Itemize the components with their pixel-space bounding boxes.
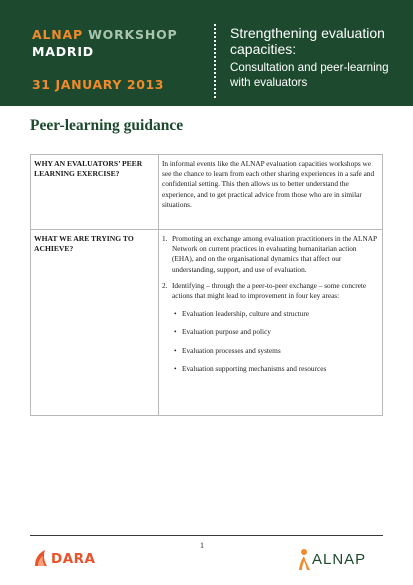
event-title-block bbox=[230, 25, 408, 90]
alnap-logo-text: ALNAP bbox=[312, 551, 367, 568]
bullet-text: Evaluation supporting mechanisms and resources bbox=[182, 363, 327, 373]
item-number: 1. bbox=[162, 234, 168, 243]
event-date: 31 JANUARY 2013 bbox=[32, 77, 165, 92]
item-number: 2. bbox=[162, 280, 168, 290]
dara-emblem-icon bbox=[33, 548, 49, 568]
page-number: 1 bbox=[200, 541, 204, 550]
item-text: Promoting an exchange among evaluation practitioners in the ALNAP Network on current practices in evaluating humanitarian action (EHA), and on the organisational dynamics that affect our understanding, support, and use of evaluation. bbox=[172, 234, 377, 274]
bullet-item bbox=[162, 364, 379, 374]
list-item bbox=[162, 281, 379, 301]
org-name: ALNAP bbox=[32, 27, 83, 42]
event-title: Strengthening evaluation capacities: bbox=[230, 25, 385, 57]
table-row bbox=[31, 230, 383, 416]
bullet-item bbox=[162, 327, 379, 337]
bullet-item bbox=[162, 346, 379, 356]
footer-rule bbox=[30, 535, 383, 536]
event-line bbox=[32, 27, 177, 43]
event-type: WORKSHOP bbox=[88, 27, 178, 42]
dotted-divider bbox=[214, 24, 216, 98]
table-row bbox=[31, 155, 383, 230]
bullet-text: Evaluation purpose and policy bbox=[182, 327, 271, 337]
guidance-table bbox=[30, 154, 383, 416]
item-text: Identifying – through the a peer-to-peer exchange – some concrete actions that might lead to improvement in four key areas: bbox=[172, 280, 367, 301]
event-subtitle: Consultation and peer-learning with evaluators bbox=[230, 61, 389, 89]
bullet-icon: • bbox=[174, 327, 177, 337]
row-text: In informal events like the ALNAP evaluation capacities workshops we see the chance to learn from each other sharing experiences in a safe and confidential setting. This then allows us to better understand the experience, and to get practical advice from those who are in similar situations. bbox=[159, 155, 383, 230]
bullet-item bbox=[162, 309, 379, 319]
row-content bbox=[159, 230, 383, 416]
bullet-icon: • bbox=[174, 309, 177, 319]
event-name bbox=[32, 27, 177, 60]
dara-logo-text: DARA bbox=[51, 551, 96, 567]
bullet-text: Evaluation processes and systems bbox=[182, 345, 281, 355]
row-label: WHAT WE ARE TRYING TO ACHIEVE? bbox=[31, 230, 159, 416]
page-title: Peer-learning guidance bbox=[30, 117, 184, 134]
header-banner bbox=[0, 0, 413, 106]
row-label: WHY AN EVALUATORS’ PEER LEARNING EXERCISE? bbox=[31, 155, 159, 230]
bullet-text: Evaluation leadership, culture and structure bbox=[182, 309, 310, 319]
bullet-icon: • bbox=[174, 345, 177, 355]
list-item bbox=[162, 234, 379, 275]
bullet-icon: • bbox=[174, 363, 177, 373]
event-city: MADRID bbox=[32, 44, 94, 59]
alnap-figure-icon bbox=[296, 548, 312, 572]
